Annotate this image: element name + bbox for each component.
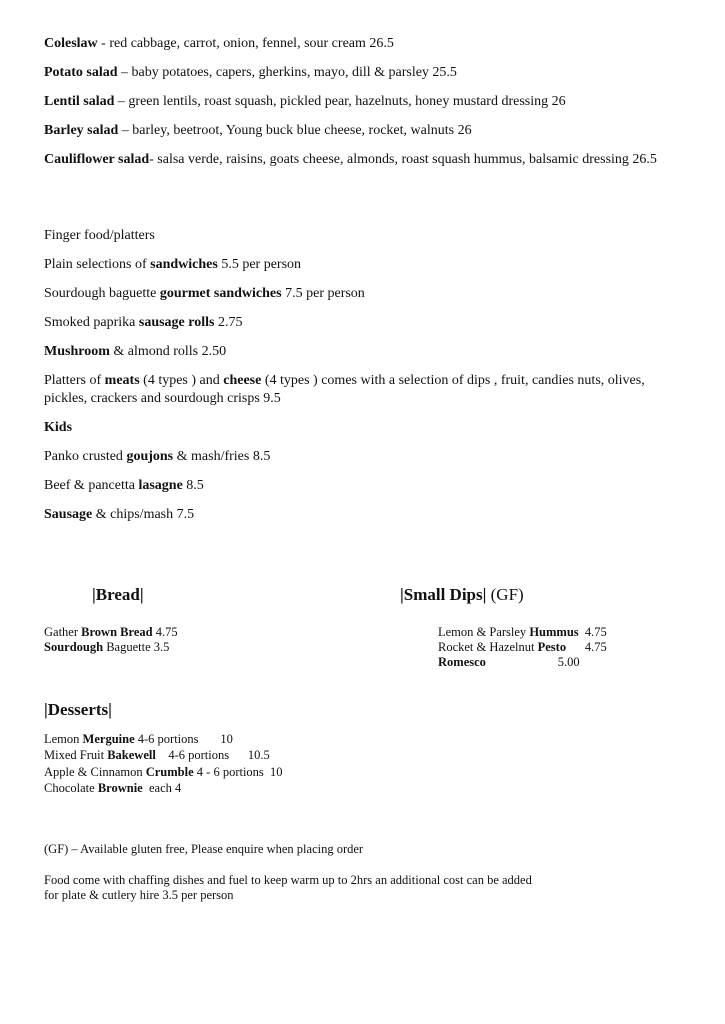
section-title-finger-food: Finger food/platters — [44, 228, 155, 243]
menu-item-pesto: Rocket & Hazelnut Pesto 4.75 — [438, 640, 607, 654]
menu-item-platters: Platters of meats (4 types ) and cheese (4 types ) comes with a selection of dips , fruit, candies nuts, olives, pickles, crackers and sourdough crisps 9.5 — [44, 373, 645, 406]
menu-item-sandwiches: Plain selections of sandwiches 5.5 per person — [44, 257, 302, 272]
menu-item-lentil-salad: Lentil salad – green lentils, roast squash, pickled pear, hazelnuts, honey mustard dressing 26 — [44, 94, 566, 109]
menu-item-gourmet-sandwiches: Sourdough baguette gourmet sandwiches 7.5 per person — [44, 286, 365, 301]
section-title-bread: |Bread| — [92, 585, 144, 604]
menu-item-sausage-rolls: Smoked paprika sausage rolls 2.75 — [44, 315, 243, 330]
menu-item-potato-salad: Potato salad – baby potatoes, capers, gherkins, mayo, dill & parsley 25.5 — [44, 65, 457, 80]
menu-item-coleslaw: Coleslaw - red cabbage, carrot, onion, fennel, sour cream 26.5 — [44, 36, 394, 51]
menu-item-barley-salad: Barley salad – barley, beetroot, Young buck blue cheese, rocket, walnuts 26 — [44, 123, 472, 138]
menu-item-lasagne: Beef & pancetta lasagne 8.5 — [44, 478, 204, 493]
menu-item-merguine: Lemon Merguine 4-6 portions 10 — [44, 732, 233, 746]
menu-item-crumble: Apple & Cinnamon Crumble 4 - 6 portions 10 — [44, 765, 283, 779]
menu-item-cauliflower-salad: Cauliflower salad- salsa verde, raisins, goats cheese, almonds, roast squash hummus, balsamic dressing 26.5 — [44, 152, 657, 167]
menu-item-sausage-chips: Sausage & chips/mash 7.5 — [44, 507, 195, 522]
menu-item-mushroom-rolls: Mushroom & almond rolls 2.50 — [44, 344, 227, 359]
menu-item-brownie: Chocolate Brownie each 4 — [44, 781, 182, 795]
section-title-desserts: |Desserts| — [44, 700, 112, 719]
food-service-note: Food come with chaffing dishes and fuel to keep warm up to 2hrs an additional cost can be added — [44, 873, 532, 887]
gluten-free-note: (GF) – Available gluten free, Please enquire when placing order — [44, 842, 364, 856]
food-service-note-line2: for plate & cutlery hire 3.5 per person — [44, 888, 234, 902]
menu-item-bakewell: Mixed Fruit Bakewell 4-6 portions 10.5 — [44, 748, 270, 762]
menu-item-brown-bread: Gather Brown Bread 4.75 — [44, 625, 178, 639]
section-title-small-dips: |Small Dips| (GF) — [400, 585, 524, 604]
menu-item-goujons: Panko crusted goujons & mash/fries 8.5 — [44, 449, 271, 464]
menu-item-hummus: Lemon & Parsley Hummus 4.75 — [438, 625, 607, 639]
menu-item-sourdough-baguette: Sourdough Baguette 3.5 — [44, 640, 170, 654]
menu-item-romesco: Romesco 5.00 — [438, 655, 580, 669]
section-title-kids: Kids — [44, 420, 73, 435]
